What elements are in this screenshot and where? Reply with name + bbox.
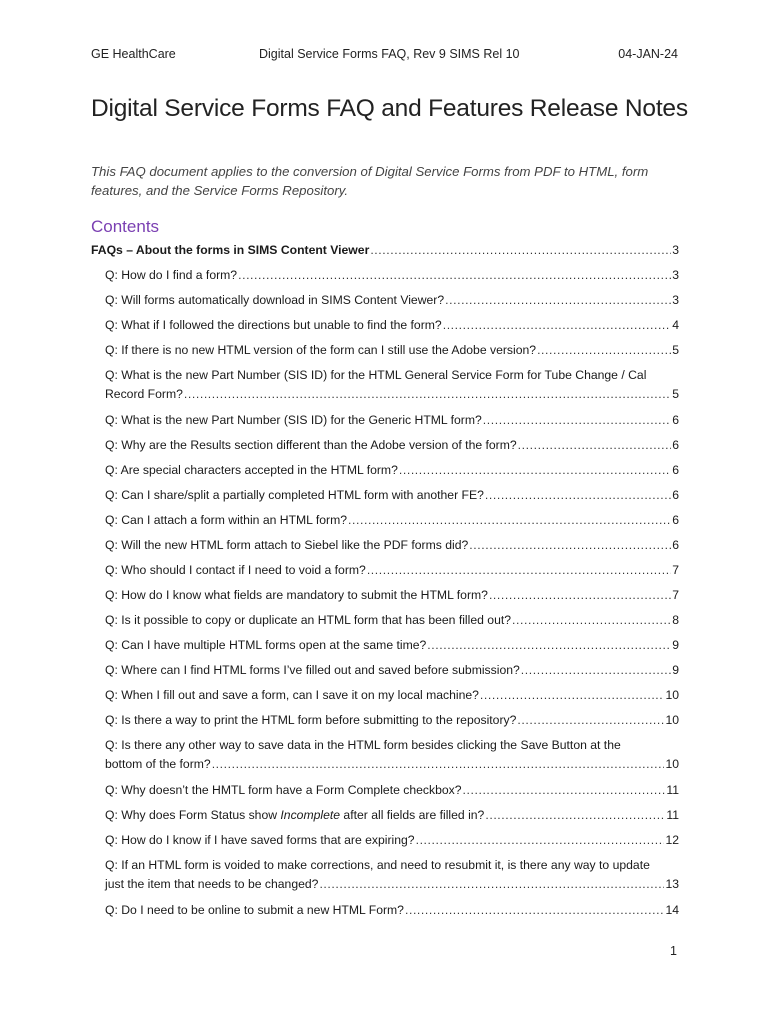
toc-entry-text: Q: Will forms automatically download in SIMS Content Viewer?: [105, 293, 445, 307]
toc-entry[interactable]: [105, 291, 679, 310]
toc-page-number: 8: [672, 613, 679, 627]
toc-entry-text: Q: What is the new Part Number (SIS ID) for the Generic HTML form?: [105, 413, 482, 427]
emphasis-text: Incomplete: [280, 808, 341, 822]
toc-page-number: 12: [665, 833, 679, 847]
toc-page-number: 3: [672, 268, 679, 282]
dot-leader: [443, 316, 672, 335]
toc-entry-text: Q: How do I find a form?: [105, 268, 238, 282]
toc-entry-text: Q: Is there a way to print the HTML form before submitting to the repository?: [105, 713, 517, 727]
toc-page-number: 11: [666, 808, 679, 822]
toc-entry-text: just the item that needs to be changed?: [105, 877, 319, 891]
toc-entry-text: bottom of the form?: [105, 757, 211, 771]
toc-entry[interactable]: [105, 831, 679, 850]
toc-entry-text: Q: How do I know what fields are mandatory to submit the HTML form?: [105, 588, 488, 602]
toc-entry[interactable]: [105, 266, 679, 285]
toc-entry-text: Q: If there is no new HTML version of the form can I still use the Adobe version?: [105, 343, 537, 357]
dot-leader: [416, 831, 665, 850]
dot-leader: [463, 781, 666, 800]
toc-page-number: 9: [672, 638, 679, 652]
dot-leader: [367, 561, 671, 580]
toc-page-number: 9: [672, 663, 679, 677]
toc-entry-text: Record Form?: [105, 387, 183, 401]
toc-entry[interactable]: [105, 806, 679, 825]
toc-page-number: 3: [672, 293, 679, 307]
dot-leader: [537, 341, 671, 360]
toc-page-number: 11: [666, 783, 679, 797]
toc-entry[interactable]: [105, 901, 679, 920]
toc-page-number: 13: [665, 877, 679, 891]
toc-entry[interactable]: [105, 711, 679, 730]
toc-entry[interactable]: [105, 686, 679, 705]
toc-page-number: 10: [665, 688, 679, 702]
toc-entry[interactable]: [105, 536, 679, 555]
toc-entry[interactable]: [105, 636, 679, 655]
dot-leader: [238, 266, 671, 285]
toc-entry-text: Q: Do I need to be online to submit a new HTML Form?: [105, 903, 404, 917]
page-number: 1: [670, 944, 677, 958]
toc-entry-text: Q: Where can I find HTML forms I’ve filled out and saved before submission?: [105, 663, 520, 677]
toc-page-number: 6: [672, 513, 679, 527]
dot-leader: [445, 291, 671, 310]
toc-entry[interactable]: [105, 586, 679, 605]
dot-leader: [184, 385, 671, 404]
toc-entry[interactable]: [105, 611, 679, 630]
toc-page-number: 6: [672, 438, 679, 452]
toc-page-number: 5: [672, 387, 679, 401]
dot-leader: [427, 636, 671, 655]
dot-leader: [469, 536, 671, 555]
toc-entry[interactable]: [105, 561, 679, 580]
toc-entry-text-line: Q: If an HTML form is voided to make corrections, and need to resubmit it, is there any way to update: [105, 858, 650, 872]
toc-page-number: 14: [665, 903, 679, 917]
page-header: [91, 47, 678, 65]
dot-leader: [348, 511, 671, 530]
toc-page-number: 6: [672, 488, 679, 502]
toc-page-number: 6: [672, 463, 679, 477]
toc-page-number: 6: [672, 413, 679, 427]
dot-leader: [212, 755, 665, 774]
toc-entry-text: FAQs – About the forms in SIMS Content Viewer: [91, 243, 370, 257]
toc-entry-text-line: Q: What is the new Part Number (SIS ID) for the HTML General Service Form for Tube Change / Cal: [105, 368, 647, 382]
dot-leader: [518, 436, 672, 455]
document-title: Digital Service Forms FAQ and Features Release Notes: [91, 95, 688, 122]
toc-page-number: 10: [665, 713, 679, 727]
dot-leader: [483, 411, 671, 430]
toc-entry[interactable]: [105, 366, 679, 404]
header-company: GE HealthCare: [91, 47, 176, 61]
toc-entry[interactable]: [105, 661, 679, 680]
dot-leader: [517, 711, 664, 730]
contents-heading: Contents: [91, 217, 160, 236]
toc-entry-text: Q: Why doesn’t the HMTL form have a Form Complete checkbox?: [105, 783, 462, 797]
dot-leader: [399, 461, 671, 480]
toc-entry-text: Q: Is it possible to copy or duplicate an HTML form that has been filled out?: [105, 613, 512, 627]
dot-leader: [480, 686, 665, 705]
toc-page-number: 3: [672, 243, 679, 257]
toc-page-number: 5: [672, 343, 679, 357]
toc-entry-text: Q: Are special characters accepted in the HTML form?: [105, 463, 398, 477]
toc-entry-text: Q: Can I attach a form within an HTML form?: [105, 513, 348, 527]
toc-entry-text-line: Q: Is there any other way to save data in the HTML form besides clicking the Save Button at the: [105, 738, 621, 752]
toc-page-number: 6: [672, 538, 679, 552]
dot-leader: [485, 486, 671, 505]
header-doc-title: Digital Service Forms FAQ, Rev 9 SIMS Rel 10: [259, 47, 520, 61]
toc-entry[interactable]: [105, 736, 679, 774]
toc-entry-text: Q: Why are the Results section different than the Adobe version of the form?: [105, 438, 517, 452]
dot-leader: [485, 806, 665, 825]
dot-leader: [521, 661, 671, 680]
toc-entry[interactable]: [105, 511, 679, 530]
toc-entry-text: Q: How do I know if I have saved forms that are expiring?: [105, 833, 415, 847]
toc-section-entry[interactable]: [91, 241, 679, 260]
toc-entry[interactable]: [105, 856, 679, 894]
toc-page-number: 7: [672, 563, 679, 577]
toc-entry-text: Q: Can I have multiple HTML forms open at the same time?: [105, 638, 427, 652]
toc-page-number: 4: [672, 318, 679, 332]
toc-entry[interactable]: [105, 436, 679, 455]
toc-entry[interactable]: [105, 781, 679, 800]
dot-leader: [370, 241, 671, 260]
toc-entry[interactable]: [105, 411, 679, 430]
header-date: 04-JAN-24: [618, 47, 678, 61]
toc-entry-text: Q: When I fill out and save a form, can I save it on my local machine?: [105, 688, 479, 702]
toc-entry[interactable]: [105, 341, 679, 360]
intro-paragraph: This FAQ document applies to the conversion of Digital Service Forms from PDF to HTML, form features, and the Service Forms Repository.: [91, 164, 649, 198]
dot-leader: [489, 586, 671, 605]
toc-page-number: 10: [665, 757, 679, 771]
toc-entry-text: Q: Will the new HTML form attach to Siebel like the PDF forms did?: [105, 538, 469, 552]
toc-page-number: 7: [672, 588, 679, 602]
dot-leader: [512, 611, 671, 630]
toc-entry-text: Q: Who should I contact if I need to void a form?: [105, 563, 366, 577]
toc-entry-text: Q: Can I share/split a partially completed HTML form with another FE?: [105, 488, 484, 502]
toc-entry[interactable]: [105, 461, 679, 480]
toc-entry[interactable]: [105, 486, 679, 505]
toc-entry-text: Q: Why does Form Status show Incomplete after all fields are filled in?: [105, 808, 485, 822]
dot-leader: [405, 901, 664, 920]
dot-leader: [319, 875, 664, 894]
toc-entry-text: Q: What if I followed the directions but unable to find the form?: [105, 318, 442, 332]
toc-entry[interactable]: [105, 316, 679, 335]
